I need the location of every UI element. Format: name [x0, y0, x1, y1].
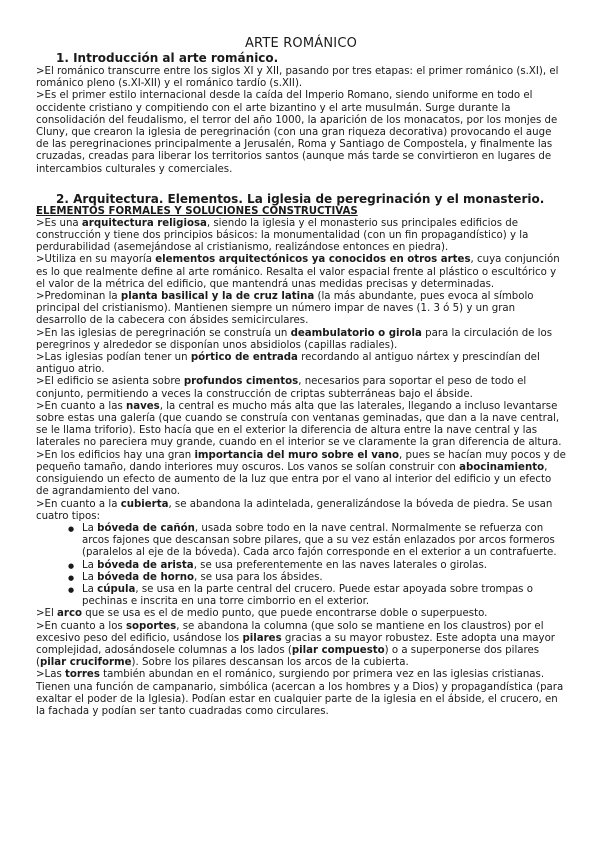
bold-term: bóveda de horno — [97, 571, 195, 583]
bold-term: bóveda de cañón — [97, 522, 195, 534]
list-item: ● La cúpula, se usa en la parte central del crucero. Puede estar apoyada sobre trompas o pechinas e inscrita en una torre cimborrio en el exterior. — [36, 584, 566, 608]
bold-term: elementos arquitectónicos ya conocidos en otros artes — [155, 254, 471, 266]
paragraph: >En los edificios hay una gran importancia del muro sobre el vano, pues se hacían muy pocos y de pequeño tamaño, dando interiores muy oscuros. Los vanos se solían construir con abocinamiento, consiguiendo un efecto de aumento de la luz que entra por el vano al interior del edificio y un efecto de agrandamiento del vano. — [36, 449, 566, 498]
bold-term: cubierta — [120, 498, 169, 510]
paragraph: >Predominan la planta basilical y la de cruz latina (la más abundante, pues evoca al símbolo principal del cristianismo). Mantienen siempre un número impar de naves (1. 3 ó 5) y un gran desarrollo de la cabecera con ábsides semicirculares. — [36, 291, 534, 327]
section-2-heading: 2. Arquitectura. Elementos. La iglesia de peregrinación y el monasterio. — [56, 191, 545, 206]
paragraph: >Es el primer estilo internacional desde la caída del Imperio Romano, siendo uniforme en todo el occidente cristiano y compitiendo con el arte bizantino y el arte musulmán. Surge durante la consolidación del feudalismo, el terror del año 1000, la aparición de los monacatos, por los monjes de Cluny, que crearon la iglesia de peregrinación (con una gran riqueza decorativa) provocando el auge de las peregrinaciones principalmente a Jerusalén, Roma y Santiago de Compostela, y finalmente las cruzadas, creadas para liberar los territorios santos (aunque más tarde se convirtieron en lugares de intercambios culturales y comerciales. — [36, 90, 558, 175]
paragraph: >En las iglesias de peregrinación se construía un deambulatorio o girola para la circulación de los peregrinos y alrededor se disponían unos absidiolos (capillas radiales). — [36, 327, 553, 351]
paragraph: >En cuanto a la cubierta, se abandona la adintelada, generalizándose la bóveda de piedra. Se usan cuatro tipos: — [36, 498, 553, 522]
paragraph: >El arco que se usa es el de medio punto, que puede encontrarse doble o superpuesto. — [36, 608, 488, 620]
paragraph: >Es una arquitectura religiosa, siendo la iglesia y el monasterio sus principales edificios de construcción y tiene dos principios básicos: la monumentalidad (con un fin propagandístico) y la perdurabilidad (asemejándose al cristianismo, realizándose entonces en piedra). — [36, 217, 529, 254]
bold-term: torres — [65, 669, 100, 681]
bold-term: pórtico de entrada — [190, 352, 298, 364]
bold-term: soportes — [125, 620, 177, 632]
bold-term: abocinamiento — [459, 461, 545, 473]
bold-term: planta basilical y la de cruz latina — [120, 291, 315, 303]
document-title: ARTE ROMÁNICO — [244, 36, 358, 51]
document-page — [36, 36, 566, 718]
bold-term: arco — [57, 608, 82, 620]
bold-term: importancia del muro sobre el vano — [194, 449, 400, 461]
bold-term: profundos cimentos — [183, 376, 299, 388]
list-item: ● La bóveda de arista, se usa preferentemente en las naves laterales o girolas. — [36, 560, 566, 572]
vault-types-list — [36, 523, 566, 608]
paragraph: >En cuanto a los soportes, se abandona la columna (que solo se mantiene en los claustros) por el excesivo peso del edificio, usándose los pilares gracias a su mayor robustez. Este adopta una mayor complejidad, adosándosele columnas a los lados (pilar compuesto) o a superponerse dos pilares (pilar cruciforme). Sobre los pilares descansan los arcos de la cubierta. — [36, 620, 555, 669]
list-item: ● La bóveda de cañón, usada sobre todo en la nave central. Normalmente se refuerza con arcos fajones que descansan sobre pilares, que a su vez están enlazados por arcos formeros (paralelos al eje de la bóveda). Cada arco fajón corresponde en el exterior a un contrafuerte. — [36, 523, 566, 560]
bold-term: naves — [126, 400, 160, 412]
bold-term: pilar compuesto — [291, 644, 385, 656]
paragraph: >Las torres también abundan en el románico, surgiendo por primera vez en las iglesias cristianas. Tienen una función de campanario, simbólica (acercan a los hombres y a Dios) y propagandística (para exaltar el poder de la Iglesia). Podían estar en cualquier parte de la iglesia en el ábside, el crucero, en la fachada y podían ser tanto cuadradas como circulares. — [36, 669, 564, 717]
paragraph: >En cuanto a las naves, la central es mucho más alta que las laterales, llegando a incluso levantarse sobre estas una galería (que cuando se construía con ventanas geminadas, que dan a la nave central, se le llama triforio). Esto hacía que en el exterior la diferencia de altura entre la nave central y las laterales no pareciera muy grande, cuando en el interior se ve claramente la gran diferencia de altura. — [36, 400, 562, 449]
bold-term: bóveda de arista — [97, 559, 194, 571]
paragraph: >El edificio se asienta sobre profundos cimentos, necesarios para soportar el peso de todo el conjunto, permitiendo a veces la construcción de criptas subterráneas bajo el ábside. — [36, 376, 527, 400]
bold-term: pilar cruciforme — [39, 657, 132, 669]
section-1-heading: 1. Introducción al arte románico. — [56, 51, 279, 65]
bold-term: deambulatorio o girola — [290, 327, 422, 339]
bold-term: pilares — [242, 632, 282, 644]
section-2-subheading: ELEMENTOS FORMALES Y SOLUCIONES CONSTRUCTIVAS — [36, 205, 358, 217]
bold-term: cúpula — [97, 583, 136, 595]
bold-term: arquitectura religiosa — [81, 217, 207, 229]
paragraph: >El románico transcurre entre los siglos XI y XII, pasando por tres etapas: el primer románico (s.XI), el románico pleno (s.XI-XII) y el románico tardío (s.XII). — [36, 66, 559, 90]
list-item: ● La bóveda de horno, se usa para los ábsides. — [36, 572, 566, 584]
paragraph: >Las iglesias podían tener un pórtico de entrada recordando al antiguo nártex y prescindían del antiguo atrio. — [36, 352, 540, 376]
paragraph: >Utiliza en su mayoría elementos arquitectónicos ya conocidos en otros artes, cuya conjunción es lo que realmente define al arte románico. Resalta el valor espacial frente al plástico o escultórico y el valor de la métrica del edificio, que mantendrá unas medidas precisas y determinadas. — [36, 254, 560, 290]
